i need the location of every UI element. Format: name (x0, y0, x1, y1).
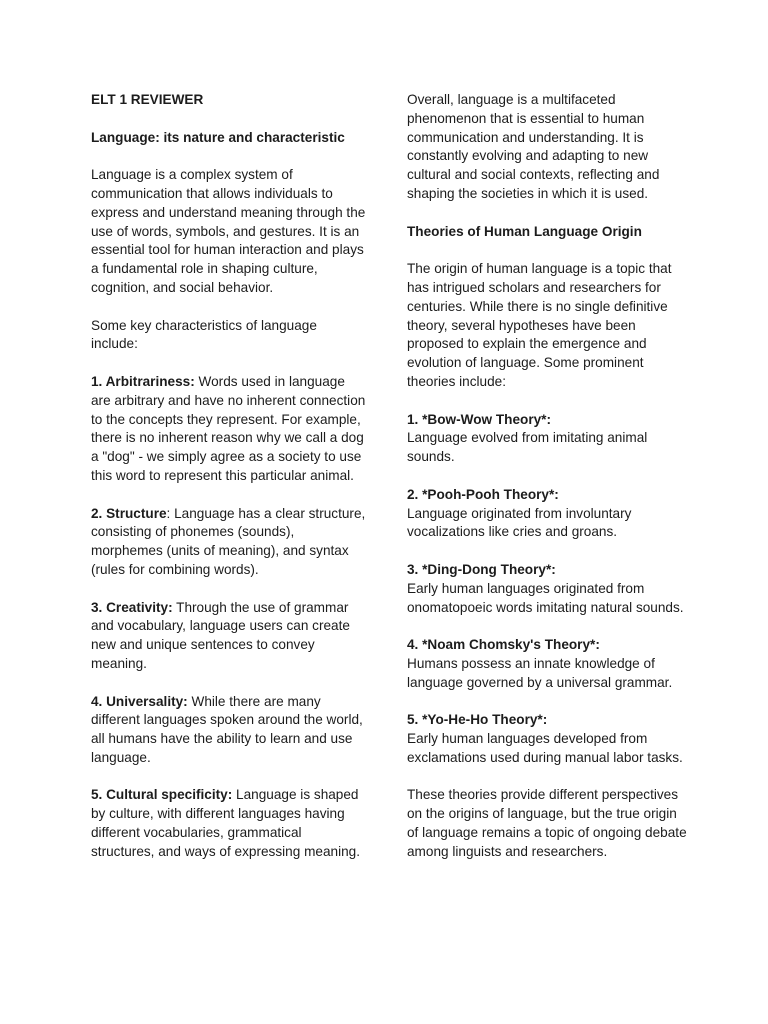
characteristic-text: While there are many different languages spoken around the world, all humans have the ability to learn and use language. (91, 693, 363, 765)
characteristic-item (91, 373, 366, 486)
section-heading-theories: Theories of Human Language Origin (407, 223, 642, 239)
right-column (407, 91, 687, 880)
theory-item (407, 411, 687, 467)
theory-text: Language evolved from imitating animal sounds. (407, 430, 648, 465)
theory-text: Humans possess an innate knowledge of language governed by a universal grammar. (407, 655, 673, 690)
characteristic-label: 1. Arbitrariness: (91, 373, 195, 389)
left-column (91, 91, 366, 880)
characteristic-label: 4. Universality: (91, 693, 188, 709)
conclusion-paragraph: These theories provide different perspectives on the origins of language, but the true origin of language remains a topic of ongoing debate among linguists and researchers. (407, 787, 687, 859)
theory-label: 5. *Yo-He-Ho Theory*: (407, 712, 548, 728)
characteristic-item (91, 693, 366, 768)
theory-label: 1. *Bow-Wow Theory*: (407, 411, 552, 427)
characteristic-label: 3. Creativity: (91, 599, 173, 615)
characteristic-item (91, 505, 366, 580)
theory-text: Language originated from involuntary vocalizations like cries and groans. (407, 505, 632, 540)
origin-intro-paragraph: The origin of human language is a topic that has intrigued scholars and researchers for centuries. While there is no single definitive theory, several hypotheses have been proposed to explain the emergence and evolution of language. Some prominent theories include: (407, 261, 672, 389)
theory-label: 4. *Noam Chomsky's Theory*: (407, 637, 600, 653)
characteristic-text: : Language has a clear structure, consisting of phonemes (sounds), morphemes (units of meaning), and syntax (rules for combining words). (91, 505, 366, 577)
characteristic-text: Words used in language are arbitrary and have no inherent connection to the concepts they represent. For example, there is no inherent reason why we call a dog a "dog" - we simply agree as a society to use this word to represent this particular animal. (91, 373, 366, 483)
theory-item (407, 561, 687, 617)
characteristics-lead: Some key characteristics of language include: (91, 317, 317, 352)
characteristic-label: 5. Cultural specificity: (91, 787, 233, 803)
characteristic-item (91, 786, 366, 861)
intro-paragraph: Language is a complex system of communication that allows individuals to express and understand meaning through the use of words, symbols, and gestures. It is an essential tool for human interaction and plays a fundamental role in shaping culture, cognition, and social behavior. (91, 167, 366, 295)
characteristic-item (91, 599, 366, 674)
theory-item (407, 636, 687, 692)
document-title: ELT 1 REVIEWER (91, 92, 204, 107)
theory-label: 3. *Ding-Dong Theory*: (407, 561, 556, 577)
theory-item (407, 711, 687, 767)
theory-item (407, 486, 687, 542)
characteristic-label: 2. Structure (91, 505, 167, 521)
theory-text: Early human languages developed from exclamations used during manual labor tasks. (407, 731, 683, 765)
overall-paragraph: Overall, language is a multifaceted phenomenon that is essential to human communication and understanding. It is constantly evolving and adapting to new cultural and social contexts, reflecting and shaping the societies in which it is used. (407, 92, 660, 201)
theory-text: Early human languages originated from onomatopoeic words imitating natural sounds. (407, 580, 684, 615)
characteristic-text: Language is shaped by culture, with different languages having different vocabularies, grammatical structures, and ways of expressing meaning. (91, 787, 360, 859)
characteristic-text: Through the use of grammar and vocabulary, language users can create new and unique sentences to convey meaning. (91, 599, 350, 671)
theory-label: 2. *Pooh-Pooh Theory*: (407, 486, 559, 502)
section-heading-language-nature: Language: its nature and characteristic (91, 129, 345, 145)
